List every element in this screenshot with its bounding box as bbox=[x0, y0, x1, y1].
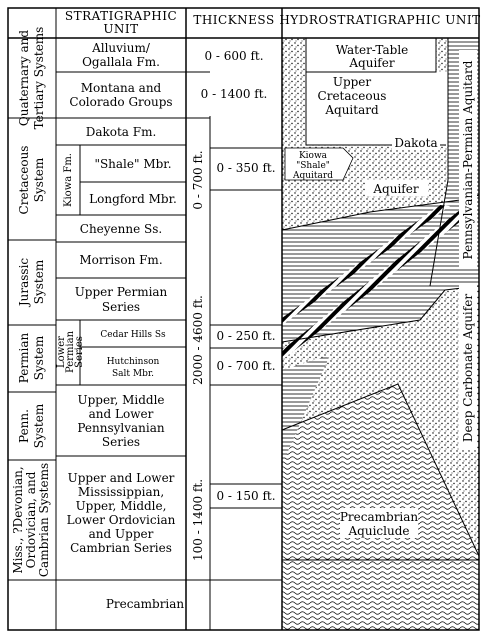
thick-miss-part: 0 - 150 ft. bbox=[216, 489, 276, 503]
lower-permian-line2: Permian bbox=[65, 330, 76, 374]
upper-cretaceous-line3: Aquitard bbox=[325, 103, 379, 117]
strat-header-line1: STRATIGRAPHIC bbox=[64, 9, 178, 23]
penn-series-line1: Upper, Middle bbox=[77, 393, 165, 407]
strat-header-line2: UNIT bbox=[103, 22, 139, 36]
penn-system-line1: Penn. bbox=[17, 409, 31, 443]
miss-series-line1: Upper and Lower bbox=[67, 471, 175, 485]
miss-series-line4: Lower Ordovician bbox=[66, 513, 176, 527]
shale-mbr: "Shale" Mbr. bbox=[94, 157, 172, 171]
hydro-header: HYDROSTRATIGRAPHIC UNIT bbox=[279, 13, 481, 27]
upper-permian-line2: Series bbox=[101, 300, 141, 314]
kiowa-shale-line3: Aquitard bbox=[293, 171, 333, 181]
kiowa-shale-line1: Kiowa bbox=[298, 151, 328, 161]
kiowa-shale-line2: "Shale" bbox=[296, 161, 330, 171]
dakota-hydro: Dakota bbox=[394, 136, 438, 150]
thick-cedar-hills: 0 - 250 ft. bbox=[216, 329, 276, 343]
penn-series-line4: Series bbox=[101, 435, 141, 449]
thick-cretaceous-total: 0 - 700 ft. bbox=[191, 150, 205, 210]
thick-permian-total: 2000 - 4600 ft. bbox=[191, 295, 205, 385]
thickness-header: THICKNESS bbox=[193, 13, 275, 27]
deep-carbonate-label: Deep Carbonate Aquifer bbox=[461, 293, 475, 443]
permian-system-line1: Permian bbox=[17, 332, 31, 384]
miss-series-line3: Upper, Middle, bbox=[75, 499, 167, 513]
cretaceous-system-line2: System bbox=[32, 157, 46, 203]
upper-cretaceous-line2: Cretaceous bbox=[317, 89, 387, 103]
cretaceous-system-line1: Cretaceous bbox=[17, 145, 31, 215]
upper-permian-line1: Upper Permian bbox=[74, 285, 168, 299]
montana-line2: Colorado Groups bbox=[69, 95, 173, 109]
miss-series-line5: and Upper bbox=[88, 527, 154, 541]
thick-alluvium: 0 - 600 ft. bbox=[204, 49, 264, 63]
longford-mbr: Longford Mbr. bbox=[89, 192, 177, 206]
thick-montana: 0 - 1400 ft. bbox=[200, 87, 268, 101]
miss-system-line1: Miss., ?Devonian, bbox=[11, 466, 25, 574]
lower-permian-line3: Series bbox=[74, 336, 85, 368]
hutchinson-line1: Hutchinson bbox=[106, 357, 160, 367]
morrison-fm: Morrison Fm. bbox=[79, 253, 163, 267]
thick-hutchinson: 0 - 700 ft. bbox=[216, 359, 276, 373]
precambrian-unit: Precambrian bbox=[105, 597, 185, 611]
unit-labels bbox=[67, 41, 185, 611]
upper-cretaceous-line1: Upper bbox=[332, 75, 372, 89]
alluvium-line1: Alluvium/ bbox=[92, 41, 150, 55]
jurassic-system-line1: Jurassic bbox=[17, 257, 31, 307]
thick-shale: 0 - 350 ft. bbox=[216, 161, 276, 175]
penn-series-line3: Pennsylvanian bbox=[77, 421, 165, 435]
aquifer-hydro: Aquifer bbox=[373, 182, 419, 196]
hydro-patterns bbox=[282, 38, 479, 630]
quaternary-system-line2: Tertiary Systems bbox=[32, 26, 46, 130]
permian-system-line2: System bbox=[32, 335, 46, 381]
penn-perm-aquitard-label: Pennsylvanian-Permian Aquitard bbox=[461, 60, 475, 260]
kiowa-group-label: Kiowa Fm. bbox=[63, 153, 74, 207]
thick-miss-total: 100 - 1400 ft. bbox=[191, 478, 205, 562]
precambrian-hydro-line2: Aquiclude bbox=[348, 524, 410, 538]
precambrian-aquiclude-area bbox=[282, 560, 479, 630]
water-table-line1: Water-Table bbox=[335, 43, 409, 57]
alluvium-line2: Ogallala Fm. bbox=[82, 55, 160, 69]
water-table-line2: Aquifer bbox=[349, 56, 395, 70]
miss-series-line2: Mississippian, bbox=[77, 485, 165, 499]
quaternary-system-line1: Quaternary and bbox=[17, 29, 31, 127]
lower-permian-line1: Lower bbox=[56, 336, 67, 368]
precambrian-hydro-line1: Precambrian bbox=[339, 510, 419, 524]
montana-line1: Montana and bbox=[80, 81, 162, 95]
miss-system-line3: Cambrian Systems bbox=[37, 462, 51, 578]
jurassic-system-line2: System bbox=[32, 259, 46, 305]
miss-system-line2: Ordovician, and bbox=[24, 471, 38, 569]
penn-system-line2: System bbox=[32, 403, 46, 449]
hutchinson-line2: Salt Mbr. bbox=[111, 369, 155, 379]
cedar-hills-ss: Cedar Hills Ss bbox=[100, 330, 166, 340]
miss-series-line6: Cambrian Series bbox=[70, 541, 172, 555]
penn-series-line2: and Lower bbox=[88, 407, 154, 421]
dakota-fm: Dakota Fm. bbox=[85, 125, 157, 139]
cheyenne-ss: Cheyenne Ss. bbox=[79, 222, 163, 236]
system-labels bbox=[11, 27, 51, 577]
